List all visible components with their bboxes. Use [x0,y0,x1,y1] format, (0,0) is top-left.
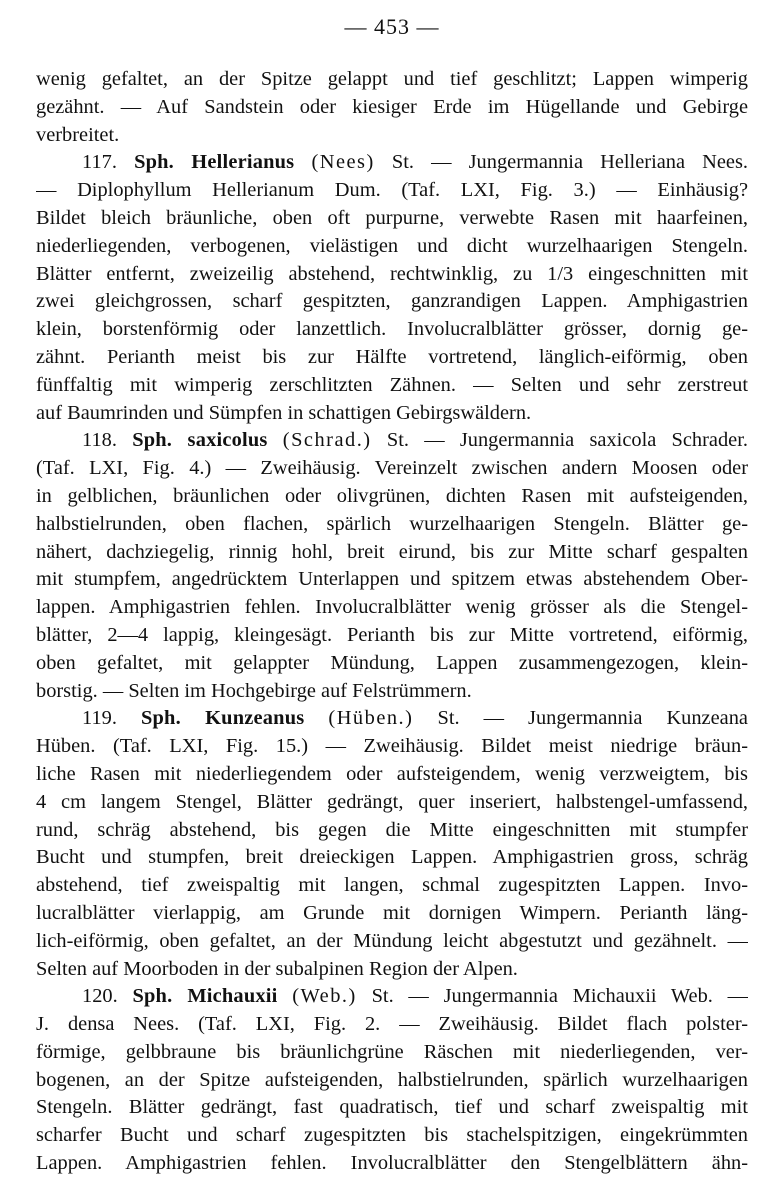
species-name: Sph. Hellerianus [134,151,295,174]
species-name: Sph. Kunzeanus [140,707,305,730]
species-author: (Hüben.) [328,707,414,730]
text-line: lucralblätter vierlappig, am Grunde mit dornigen Wimpern. Perianth läng- [36,901,748,924]
species-author: (Nees) [311,151,375,174]
paragraph-continuation [36,66,748,149]
text-line: niederliegenden, verbogenen, vielästigen und dicht wurzelhaarigen Stengeln. [36,234,748,257]
text-line: liche Rasen mit niederliegendem oder aufsteigendem, wenig verzweigtem, bis [36,762,748,785]
text-line: in gelblichen, bräunlichen oder olivgrünen, dichten Rasen mit aufsteigenden, [36,484,748,507]
text-line: Lappen. Amphigastrien fehlen. Involucralblätter den Stengelblättern ähn- [36,1152,748,1175]
species-author: (Schrad.) [282,429,372,452]
text-line: Blätter entfernt, zweizeilig abstehend, rechtwinklig, zu 1/3 eingeschnitten mit [36,262,748,285]
entry-number: 120. [82,985,118,1008]
text-line: Stengeln. Blätter gedrängt, fast quadratisch, tief und scharf zweispaltig mit [36,1096,748,1119]
text-line: abstehend, tief zweispaltig mit langen, schmal zugespitzten Lappen. Invo- [36,874,748,897]
entry-heading-line [36,427,748,455]
entry-number: 119. [82,707,117,730]
text-line: bogenen, an der Spitze aufsteigenden, halbstielrunden, spärlich wurzelhaarigen [36,1068,748,1091]
book-page [36,14,748,1178]
text-line: wenig gefaltet, an der Spitze gelappt und tief geschlitzt; Lappen wimperig [36,68,748,90]
text-line: J. densa Nees. (Taf. LXI, Fig. 2. — Zweihäusig. Bildet flach polster- [36,1013,748,1036]
entry-number: 118. [82,429,117,452]
heading-rest: St. — Jungermannia Michauxii Web. — [371,985,748,1008]
text-line: lappen. Amphigastrien fehlen. Involucralblätter wenig grösser als die Stengel- [36,596,748,619]
heading-rest: St. — Jungermannia Kunzeana [437,707,748,730]
species-name: Sph. saxicolus [132,429,268,452]
species-entry-117 [36,149,748,427]
text-line: Hüben. (Taf. LXI, Fig. 15.) — Zweihäusig. Bildet meist niedrige bräun- [36,735,748,758]
entry-heading-line [36,705,748,733]
text-line: 4 cm langem Stengel, Blätter gedrängt, quer inseriert, halbstengel-umfassend, [36,790,748,813]
species-name: Sph. Michauxii [132,985,278,1008]
text-line: Bildet bleich bräunliche, oben oft purpurne, verwebte Rasen mit haarfeinen, [36,206,748,229]
heading-rest: St. — Jungermannia Helleriana Nees. [391,151,748,174]
heading-rest: St. — Jungermannia saxicola Schrader. [386,429,748,452]
text-line: klein, borstenförmig oder lanzettlich. Involucralblätter grösser, dornig ge- [36,318,748,341]
text-line: (Taf. LXI, Fig. 4.) — Zweihäusig. Vereinzelt zwischen andern Moosen oder [36,457,748,480]
text-line: lich-eiförmig, oben gefaltet, an der Mündung leicht abgestutzt und gezähnelt. — [36,929,748,952]
text-line: oben gefaltet, mit gelappter Mündung, Lappen zusammengezogen, klein- [36,651,748,674]
text-line: nähert, dachziegelig, rinnig hohl, breit eirund, bis zur Mitte scharf gespalten [36,540,748,563]
text-line: rund, schräg abstehend, bis gegen die Mitte eingeschnitten mit stumpfer [36,818,748,841]
text-line: gezähnt. — Auf Sandstein oder kiesiger Erde im Hügellande und Gebirge [36,95,748,118]
entry-number: 117. [82,151,117,174]
text-line: blätter, 2—4 lappig, kleingesägt. Perianth bis zur Mitte vortretend, eiförmig, [36,623,748,646]
text-line: Selten auf Moorboden in der subalpinen Region der Alpen. [36,957,518,980]
species-entry-120 [36,983,748,1178]
text-line: verbreitet. [36,123,120,146]
text-line: fünffaltig mit wimperig zerschlitzten Zähnen. — Selten und sehr zerstreut [36,373,748,396]
entry-heading-line [36,149,748,177]
species-author: (Web.) [292,985,357,1008]
text-line: borstig. — Selten im Hochgebirge auf Felstrümmern. [36,679,472,702]
text-line: mit stumpfem, angedrücktem Unterlappen und spitzem etwas abstehendem Ober- [36,568,748,591]
text-line: scharfer Bucht und scharf zugespitzten bis stachelspitzigen, eingekrümmten [36,1124,748,1147]
text-line: auf Baumrinden und Sümpfen in schattigen Gebirgswäldern. [36,401,532,424]
text-line: Bucht und stumpfen, breit dreieckigen Lappen. Amphigastrien gross, schräg [36,846,748,869]
page-number: — 453 — [344,14,440,39]
species-entry-119 [36,705,748,983]
text-line: zwei gleichgrossen, scharf gespitzten, ganzrandigen Lappen. Amphigastrien [36,290,748,313]
text-line: — Diplophyllum Hellerianum Dum. (Taf. LXI, Fig. 3.) — Einhäusig? [36,179,748,202]
entry-heading-line [36,983,748,1011]
text-line: förmige, gelbbraune bis bräunlichgrüne Räschen mit niederliegenden, ver- [36,1040,748,1063]
text-line: halbstielrunden, oben flachen, spärlich wurzelhaarigen Stengeln. Blätter ge- [36,512,748,535]
text-line: zähnt. Perianth meist bis zur Hälfte vortretend, länglich-eiförmig, oben [36,345,748,368]
species-entry-118 [36,427,748,705]
